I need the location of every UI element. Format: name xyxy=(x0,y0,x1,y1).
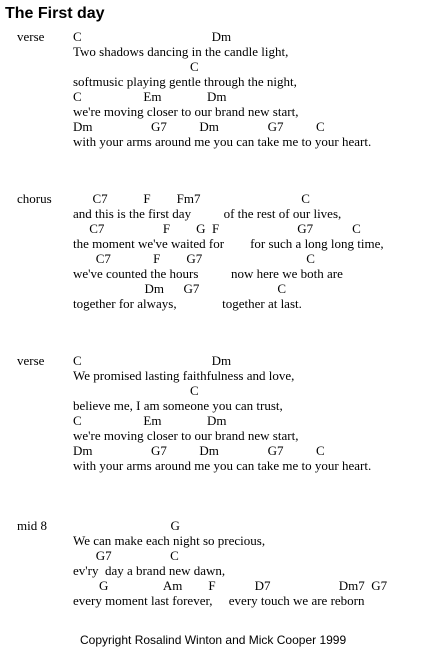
chord-line: G7 C xyxy=(73,548,179,563)
lyric-line: we're moving closer to our brand new start, xyxy=(73,104,299,119)
lyric-line: and this is the first day of the rest of our lives, xyxy=(73,206,342,221)
song-title: The First day xyxy=(5,5,105,22)
lyric-line: We can make each night so precious, xyxy=(73,533,266,548)
chord-line: C7 F G7 C xyxy=(73,251,315,266)
lyric-line: We promised lasting faithfulness and love, xyxy=(73,368,295,383)
lyric-line: together for always, together at last. xyxy=(73,296,302,311)
chord-line: Dm G7 C xyxy=(73,281,287,296)
section-label: mid 8 xyxy=(17,518,47,533)
lyric-line: believe me, I am someone you can trust, xyxy=(73,398,283,413)
chord-line: C Dm xyxy=(73,29,232,44)
chord-line: C7 F G F G7 C xyxy=(73,221,361,236)
section-label: verse xyxy=(17,353,45,368)
section-lines xyxy=(73,518,448,608)
chord-line: Dm G7 Dm G7 C xyxy=(73,443,325,458)
section-lines xyxy=(73,29,448,149)
lyric-line: every moment last forever, every touch we are reborn xyxy=(73,593,365,608)
chord-line: G Am F D7 Dm7 G7 xyxy=(73,578,388,593)
chord-line: C xyxy=(73,59,199,74)
chord-line: C xyxy=(73,383,199,398)
lyric-line: the moment we've waited for for such a long long time, xyxy=(73,236,384,251)
lyric-line: with your arms around me you can take me to your heart. xyxy=(73,458,372,473)
chord-line: C7 F Fm7 C xyxy=(73,191,310,206)
chord-line: Dm G7 Dm G7 C xyxy=(73,119,325,134)
section-lines xyxy=(73,191,448,311)
section-label: verse xyxy=(17,29,45,44)
lyric-line: Two shadows dancing in the candle light, xyxy=(73,44,289,59)
chord-line: C Em Dm xyxy=(73,89,227,104)
lyric-line: softmusic playing gentle through the night, xyxy=(73,74,297,89)
chord-line: C Dm xyxy=(73,353,232,368)
lyric-line: we're moving closer to our brand new start, xyxy=(73,428,299,443)
lyric-line: we've counted the hours now here we both are xyxy=(73,266,343,281)
section-label: chorus xyxy=(17,191,52,206)
section-lines xyxy=(73,353,448,473)
copyright-notice: Copyright Rosalind Winton and Mick Cooper 1999 xyxy=(80,633,347,647)
chord-line: C Em Dm xyxy=(73,413,227,428)
lyric-line: ev'ry day a brand new dawn, xyxy=(73,563,226,578)
lyric-line: with your arms around me you can take me to your heart. xyxy=(73,134,372,149)
chord-line: G xyxy=(73,518,180,533)
